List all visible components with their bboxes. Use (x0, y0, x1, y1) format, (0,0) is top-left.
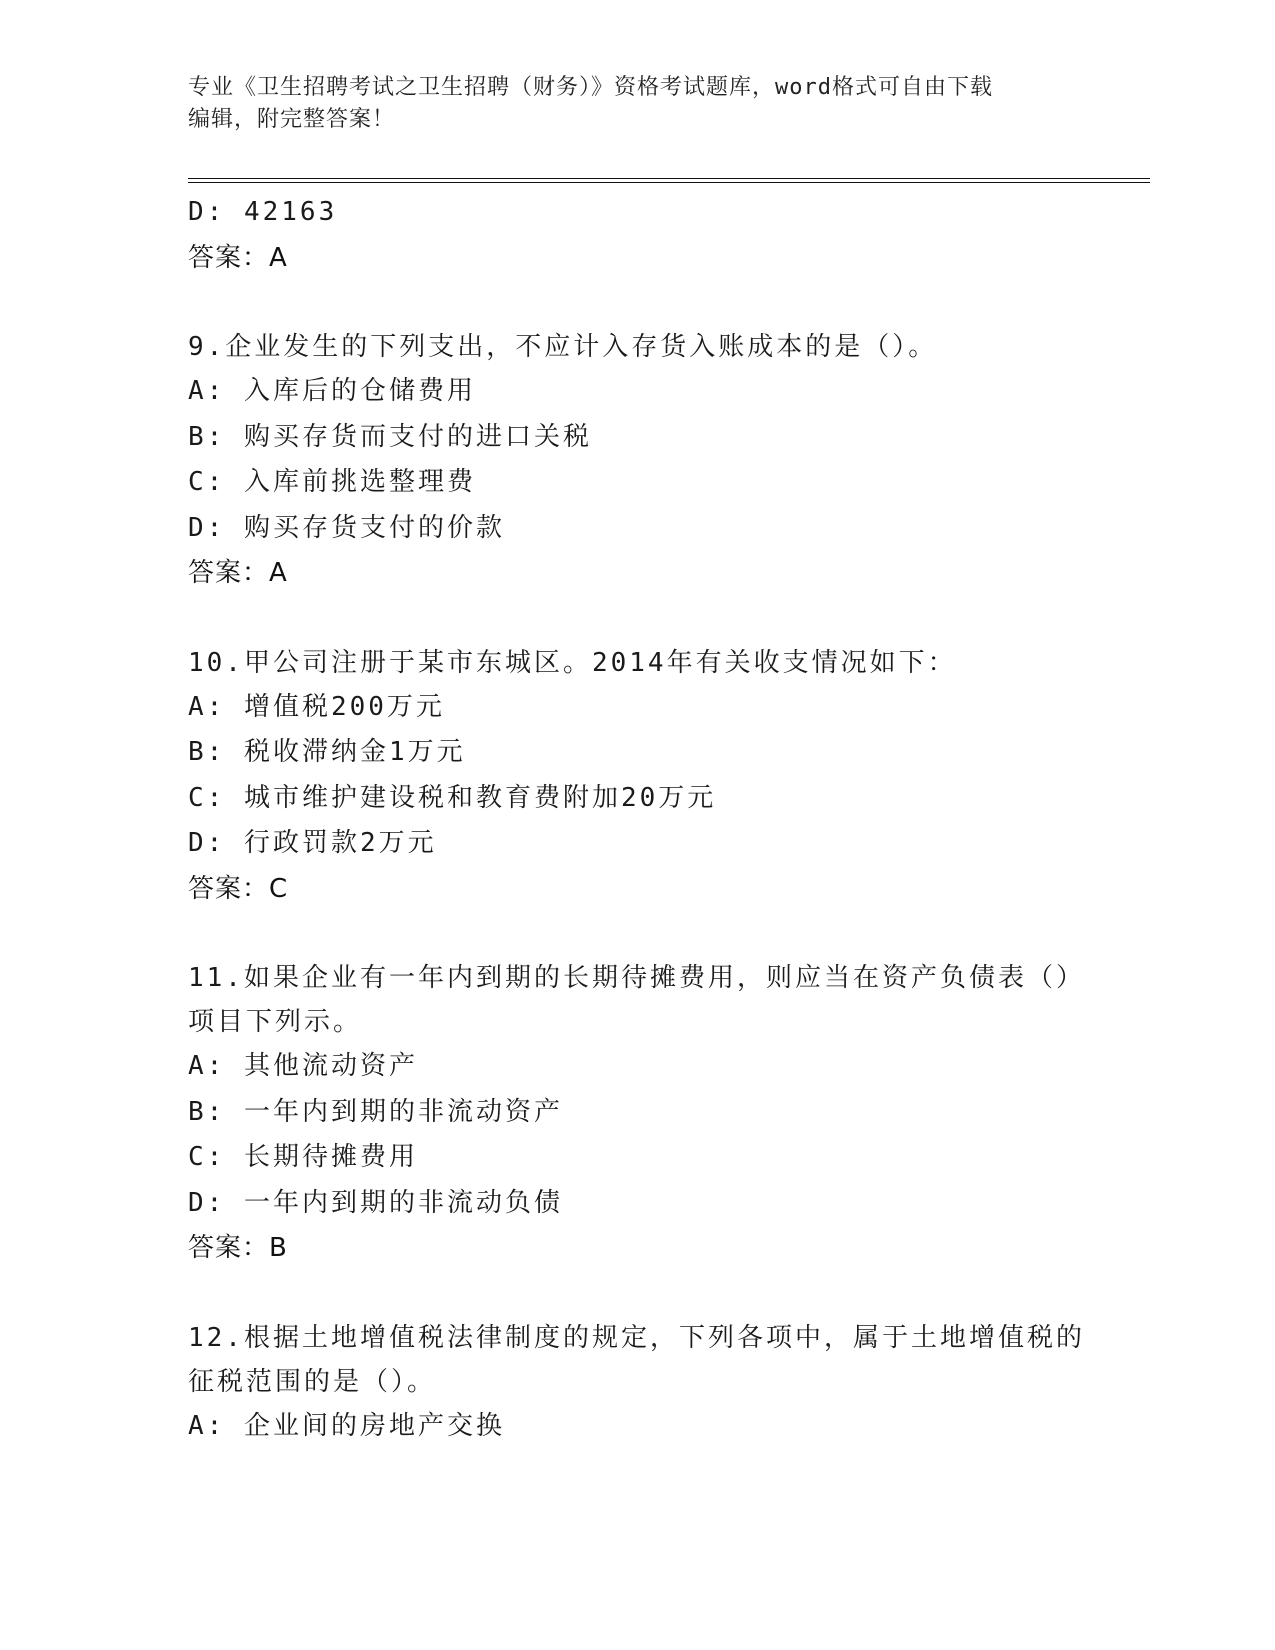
header-line-2: 编辑，附完整答案！ (188, 107, 396, 132)
question-10-option-d: D: 行政罚款2万元 (188, 828, 437, 858)
question-10-option-c: C: 城市维护建设税和教育费附加20万元 (188, 782, 717, 813)
question-12-option-a: A: 企业间的房地产交换 (188, 1410, 505, 1441)
question-9-option-c: C: 入库前挑选整理费 (188, 467, 476, 497)
question-10-option-b: B: 税收滞纳金1万元 (188, 737, 466, 767)
question-11-option-b: B: 一年内到期的非流动资产 (188, 1096, 563, 1127)
answer-value: C (269, 873, 289, 904)
answer-label: 答案： (188, 242, 270, 273)
question-9-text: 9.企业发生的下列支出，不应计入存货入账成本的是（）。 (188, 332, 938, 362)
question-10-option-a: A: 增值税200万元 (188, 691, 445, 722)
header-line-1: 专业《卫生招聘考试之卫生招聘（财务）》资格考试题库，word格式可自由下载 (188, 75, 993, 100)
document-header (188, 72, 1068, 136)
question-11-text: 11.如果企业有一年内到期的长期待摊费用，则应当在资产负债表（）项目下列示。 (188, 963, 1085, 1037)
header-divider (188, 178, 1150, 183)
question-11-option-c: C: 长期待摊费用 (188, 1142, 418, 1172)
question-11-answer (188, 1226, 1088, 1272)
option-d: D: 42163 (188, 197, 338, 227)
answer-label: 答案： (188, 1233, 270, 1263)
answer-value: A (269, 558, 288, 588)
question-list (188, 190, 1088, 1449)
question-9-option-d: D: 购买存货支付的价款 (188, 512, 505, 543)
question-12-text: 12.根据土地增值税法律制度的规定，下列各项中，属于土地增值税的征税范围的是（）。 (188, 1322, 1085, 1397)
question-11-option-d: D: 一年内到期的非流动负债 (188, 1187, 563, 1218)
answer-label: 答案： (188, 558, 270, 588)
question-9-answer (188, 551, 1088, 597)
question-11-option-a: A: 其他流动资产 (188, 1051, 418, 1081)
question-9-option-b: B: 购买存货而支付的进口关税 (188, 421, 592, 452)
question-10-answer (188, 867, 1088, 913)
answer-value: A (269, 242, 288, 273)
answer-line (188, 236, 1088, 282)
question-9-option-a: A: 入库后的仓储费用 (188, 376, 476, 406)
answer-label: 答案： (188, 873, 270, 904)
question-10-text: 10.甲公司注册于某市东城区。2014年有关收支情况如下： (188, 647, 957, 678)
answer-value: B (269, 1233, 288, 1263)
